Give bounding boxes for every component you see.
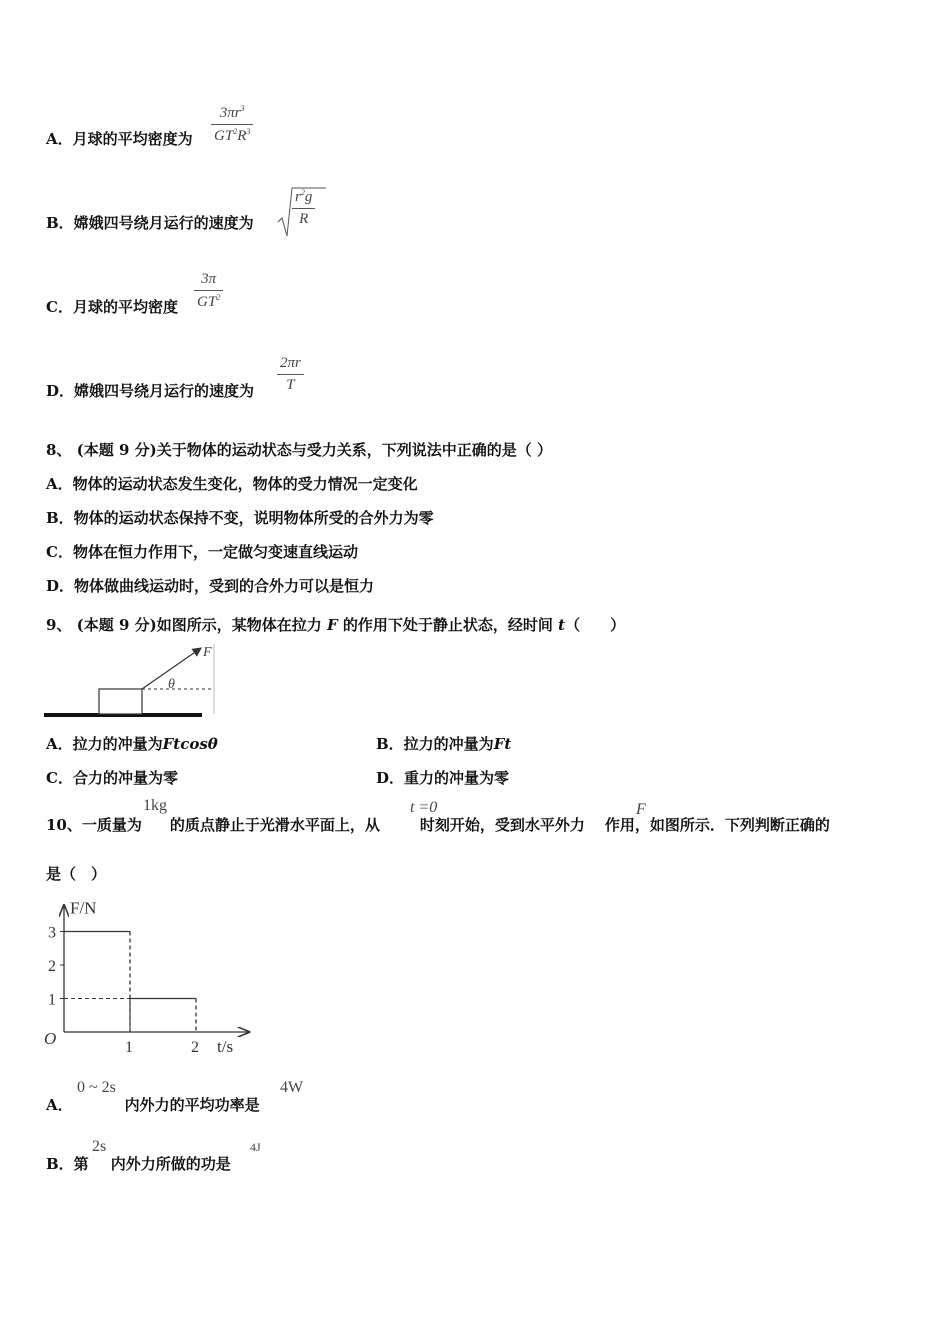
q9-option-b: B．拉力的冲量为Ft bbox=[376, 735, 512, 753]
q9-figure bbox=[44, 642, 224, 726]
x-tick-label: 2 bbox=[191, 1039, 199, 1056]
block bbox=[99, 689, 142, 714]
q10-option-b-interval: 2s bbox=[92, 1138, 107, 1155]
q10-option-a: A． 内外力的平均功率是 bbox=[46, 1096, 260, 1114]
force-time-chart bbox=[40, 888, 260, 1058]
q10-option-b-value: 4J bbox=[250, 1140, 261, 1154]
force-label: F bbox=[203, 645, 212, 660]
q10-stem-line2: 是（ ） bbox=[46, 865, 107, 883]
q7-option-d-label: D．嫦娥四号绕月运行的速度为 bbox=[46, 382, 255, 400]
q7-option-b bbox=[46, 212, 254, 233]
q7-option-d bbox=[46, 380, 254, 401]
y-tick-label: 2 bbox=[48, 958, 56, 975]
q7-option-c bbox=[46, 296, 178, 317]
y-tick-label: 3 bbox=[48, 924, 56, 942]
q7-option-b-formula: $r^2g$ R bbox=[276, 186, 328, 244]
q8-option-d: D．物体做曲线运动时，受到的合外力可以是恒力 bbox=[46, 577, 375, 595]
q7-option-c-formula: 3π $GT^2$ bbox=[194, 271, 223, 311]
q7-option-b-label: B．嫦娥四号绕月运行的速度为 bbox=[46, 214, 254, 232]
x-axis-label: t/s bbox=[217, 1037, 234, 1056]
q8-stem: 8、 (本题 9 分)关于物体的运动状态与受力关系，下列说法中正确的是（ ） bbox=[46, 441, 552, 459]
q10-option-a-value: 4W bbox=[280, 1079, 304, 1096]
q10-option-a-interval: 0 ~ 2s bbox=[77, 1079, 116, 1096]
q7-option-c-label: C．月球的平均密度 bbox=[46, 298, 178, 316]
q10-F: F bbox=[636, 801, 646, 818]
q7-option-a-formula: $3\pi r^3$ $GT^2R^3$ bbox=[211, 104, 253, 145]
q9-option-d: D．重力的冲量为零 bbox=[376, 769, 510, 787]
y-axis-label: F/N bbox=[70, 898, 97, 918]
q8-option-b: B．物体的运动状态保持不变，说明物体所受的合外力为零 bbox=[46, 509, 434, 527]
angle-label: θ bbox=[168, 677, 175, 692]
q9-option-c: C．合力的冲量为零 bbox=[46, 769, 178, 787]
q9-option-a: A．拉力的冲量为Ftcosθ bbox=[46, 735, 218, 753]
origin-label: O bbox=[44, 1029, 57, 1048]
q10-t0: t =0 bbox=[410, 799, 438, 816]
q10-stem-line1: 10、一质量为 的质点静止于光滑水平面上，从 时刻开始，受到水平外力 作用，如图所示．下列判断正确的 bbox=[46, 816, 830, 834]
q7-option-a bbox=[46, 128, 193, 149]
y-tick-label: 1 bbox=[48, 991, 56, 1009]
x-tick-label: 1 bbox=[125, 1039, 133, 1056]
q9-stem: 9、 (本题 9 分)如图所示，某物体在拉力 F 的作用下处于静止状态，经时间 t（ ） bbox=[46, 616, 626, 634]
q8-option-a: A．物体的运动状态发生变化，物体的受力情况一定变化 bbox=[46, 475, 418, 493]
q10-option-b: B．第 内外力所做的功是 bbox=[46, 1155, 231, 1173]
q7-option-d-formula: 2πr T bbox=[277, 355, 304, 394]
q8-option-c: C．物体在恒力作用下，一定做匀变速直线运动 bbox=[46, 543, 358, 561]
q7-option-a-label: A．月球的平均密度为 bbox=[46, 130, 193, 148]
q10-chart bbox=[40, 888, 260, 1062]
q10-mass: 1kg bbox=[143, 797, 167, 814]
